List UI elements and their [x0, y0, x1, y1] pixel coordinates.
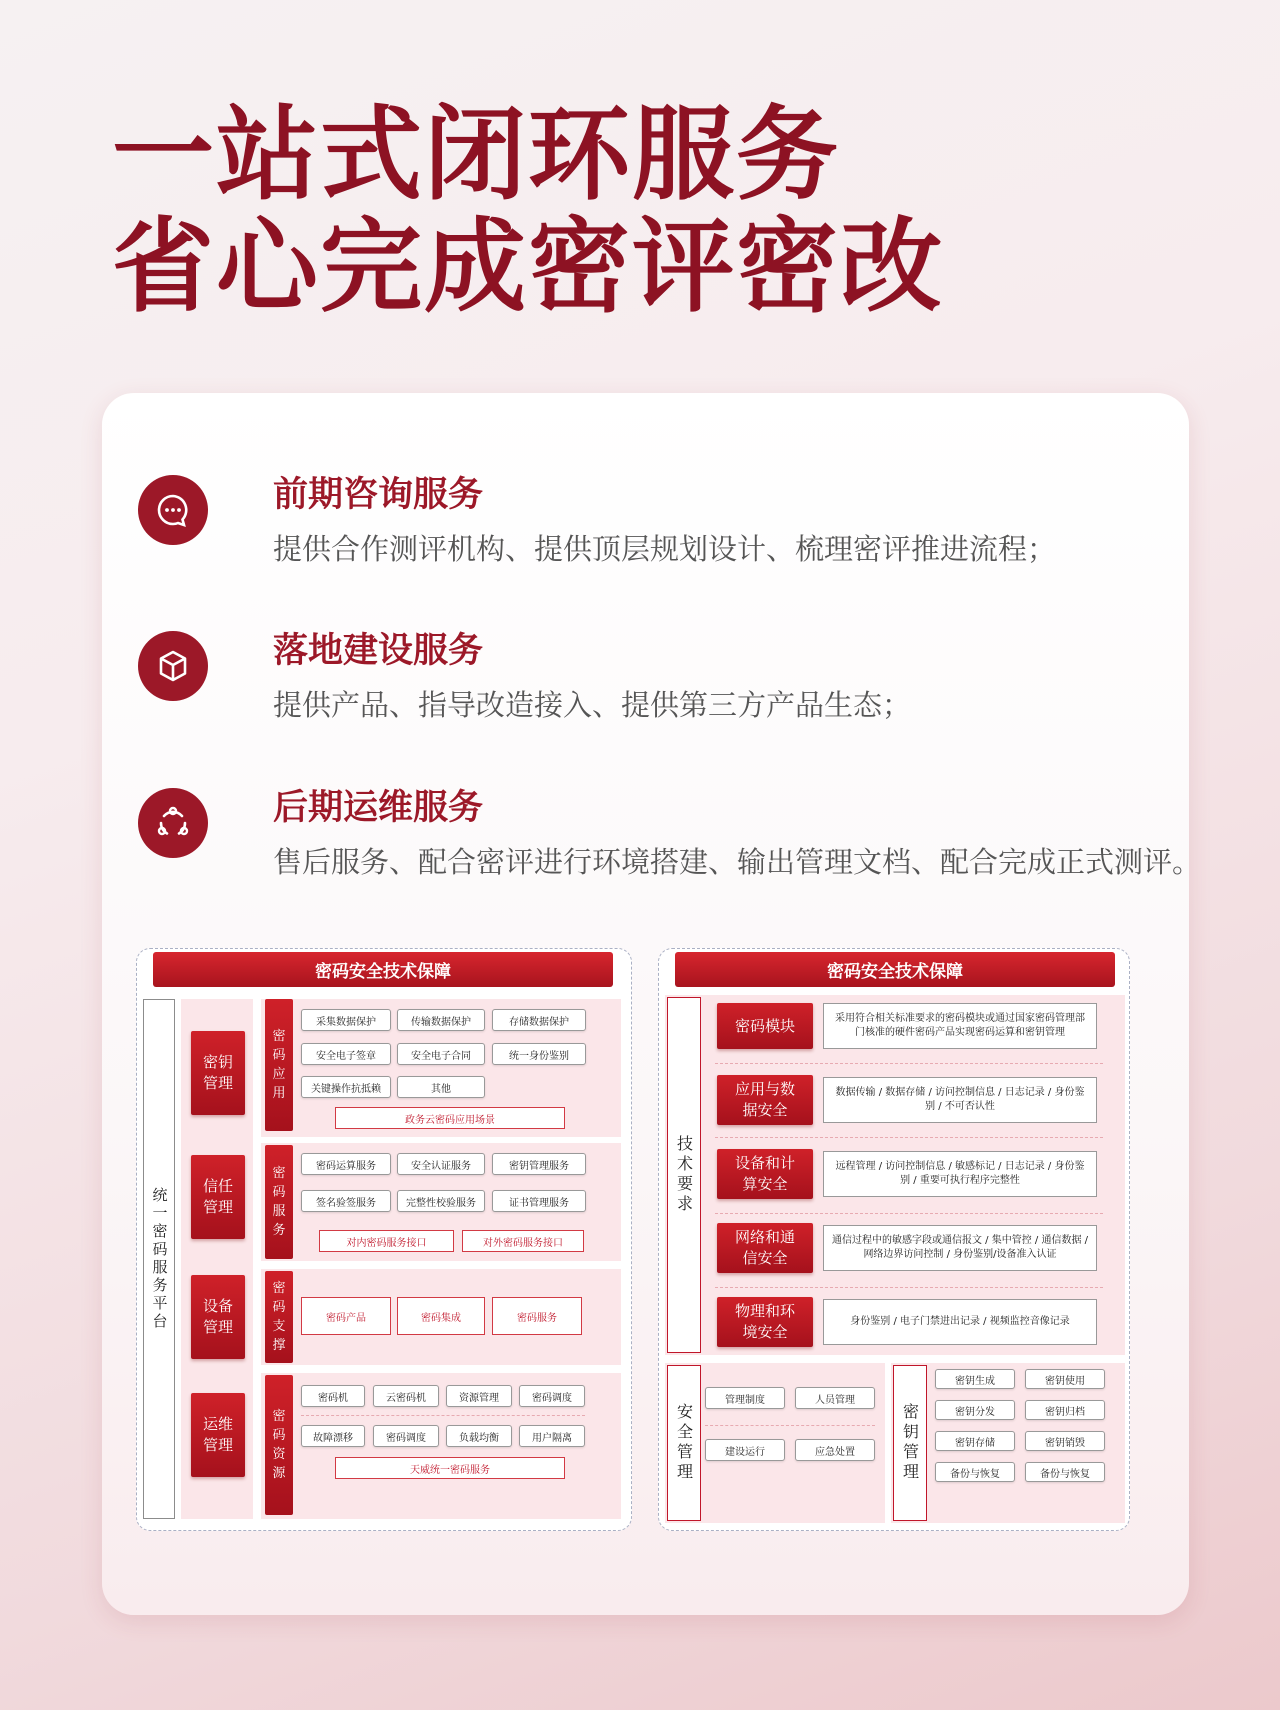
tech-requirement-label: 技术要求 — [667, 997, 701, 1353]
service-desc: 提供合作测评机构、提供顶层规划设计、梳理密评推进流程； — [273, 532, 1057, 566]
item: 签名验签服务 — [301, 1190, 391, 1212]
service-desc: 提供产品、指导改造接入、提供第三方产品生态； — [273, 688, 912, 722]
service-title: 后期运维服务 — [273, 788, 484, 828]
item: 密钥生成 — [935, 1369, 1015, 1389]
item: 密钥管理服务 — [492, 1153, 586, 1175]
service-title: 前期咨询服务 — [273, 475, 484, 515]
item: 采集数据保护 — [301, 1009, 391, 1031]
key-management-label: 密钥管理 — [893, 1365, 927, 1521]
service-desc: 售后服务、配合密评进行环境搭建、输出管理文档、配合完成正式测评。 — [273, 845, 1202, 879]
platform-label: 统一密码服务平台 — [143, 999, 175, 1519]
req-desc: 数据传输 / 数据存储 / 访问控制信息 / 日志记录 / 身份鉴别 / 不可否认性 — [823, 1077, 1097, 1123]
item: 人员管理 — [795, 1387, 875, 1409]
item: 建设运行 — [705, 1439, 785, 1461]
item: 用户隔离 — [519, 1425, 585, 1447]
item: 密钥归档 — [1025, 1400, 1105, 1420]
item: 其他 — [397, 1076, 485, 1098]
trust-management-box: 信任管理 — [191, 1155, 245, 1239]
item: 存储数据保护 — [492, 1009, 586, 1031]
divider — [715, 1137, 1103, 1138]
item: 备份与恢复 — [935, 1462, 1015, 1482]
item: 密钥使用 — [1025, 1369, 1105, 1389]
item: 备份与恢复 — [1025, 1462, 1105, 1482]
item: 完整性校验服务 — [397, 1190, 485, 1212]
headline — [112, 96, 944, 327]
item: 密码机 — [301, 1385, 365, 1407]
service-title: 落地建设服务 — [273, 631, 484, 671]
box-icon — [138, 631, 208, 701]
key-management-box: 密钥管理 — [191, 1031, 245, 1115]
req-physical: 物理和环境安全 — [717, 1297, 813, 1347]
item: 应急处置 — [795, 1439, 875, 1461]
left-panel — [136, 948, 632, 1531]
right-panel — [658, 948, 1130, 1531]
section-label: 密码应用 — [265, 999, 293, 1131]
architecture-diagram — [136, 948, 1154, 1538]
item: 关键操作抗抵赖 — [301, 1076, 391, 1098]
divider — [715, 1287, 1103, 1288]
support-item: 密码服务 — [492, 1297, 582, 1335]
item: 密码调度 — [519, 1385, 585, 1407]
item: 密码运算服务 — [301, 1153, 391, 1175]
divider — [301, 1415, 585, 1416]
headline-line1: 一站式闭环服务 — [112, 96, 840, 215]
item: 云密码机 — [373, 1385, 439, 1407]
security-management-label: 安全管理 — [667, 1365, 701, 1521]
unified-service-label: 天威统一密码服务 — [335, 1457, 565, 1479]
req-desc: 通信过程中的敏感字段或通信报文 / 集中管控 / 通信数据 / 网络边界访问控制 / 身份鉴别/设备准入认证 — [823, 1225, 1097, 1271]
req-desc: 采用符合相关标准要求的密码模块或通过国家密码管理部门核准的硬件密码产品实现密码运算和密钥管理 — [823, 1003, 1097, 1049]
item: 安全电子签章 — [301, 1043, 391, 1065]
divider — [715, 1063, 1103, 1064]
req-network: 网络和通信安全 — [717, 1223, 813, 1273]
item: 传输数据保护 — [397, 1009, 485, 1031]
item: 资源管理 — [446, 1385, 512, 1407]
section-label: 密码支撑 — [265, 1271, 293, 1363]
item: 密码调度 — [373, 1425, 439, 1447]
left-header: 密码安全技术保障 — [153, 952, 613, 987]
chat-icon — [138, 475, 208, 545]
scenario-label: 政务云密码应用场景 — [335, 1107, 565, 1129]
req-app-data: 应用与数据安全 — [717, 1075, 813, 1125]
req-desc: 身份鉴别 / 电子门禁进出记录 / 视频监控音像记录 — [823, 1299, 1097, 1345]
interface-label: 对外密码服务接口 — [462, 1230, 584, 1252]
support-item: 密码产品 — [301, 1297, 391, 1335]
item: 管理制度 — [705, 1387, 785, 1409]
item: 统一身份鉴别 — [492, 1043, 586, 1065]
item: 故障漂移 — [301, 1425, 365, 1447]
cycle-icon — [138, 788, 208, 858]
item: 安全认证服务 — [397, 1153, 485, 1175]
service-card — [102, 393, 1202, 1615]
ops-management-box: 运维管理 — [191, 1393, 245, 1477]
item: 负载均衡 — [446, 1425, 512, 1447]
device-management-box: 设备管理 — [191, 1275, 245, 1359]
item: 密钥销毁 — [1025, 1431, 1105, 1451]
headline-line2: 省心完成密评密改 — [112, 208, 944, 327]
req-desc: 远程管理 / 访问控制信息 / 敏感标记 / 日志记录 / 身份鉴别 / 重要可执行程序完整性 — [823, 1151, 1097, 1197]
section-label: 密码服务 — [265, 1145, 293, 1259]
section-label: 密码资源 — [265, 1375, 293, 1515]
req-crypto-module: 密码模块 — [717, 1003, 813, 1049]
item: 证书管理服务 — [492, 1190, 586, 1212]
divider — [705, 1425, 875, 1426]
support-item: 密码集成 — [397, 1297, 485, 1335]
item: 密钥分发 — [935, 1400, 1015, 1420]
interface-label: 对内密码服务接口 — [319, 1230, 454, 1252]
item: 密钥存储 — [935, 1431, 1015, 1451]
item: 安全电子合同 — [397, 1043, 485, 1065]
divider — [715, 1213, 1103, 1214]
right-header: 密码安全技术保障 — [675, 952, 1115, 987]
req-device-compute: 设备和计算安全 — [717, 1149, 813, 1199]
